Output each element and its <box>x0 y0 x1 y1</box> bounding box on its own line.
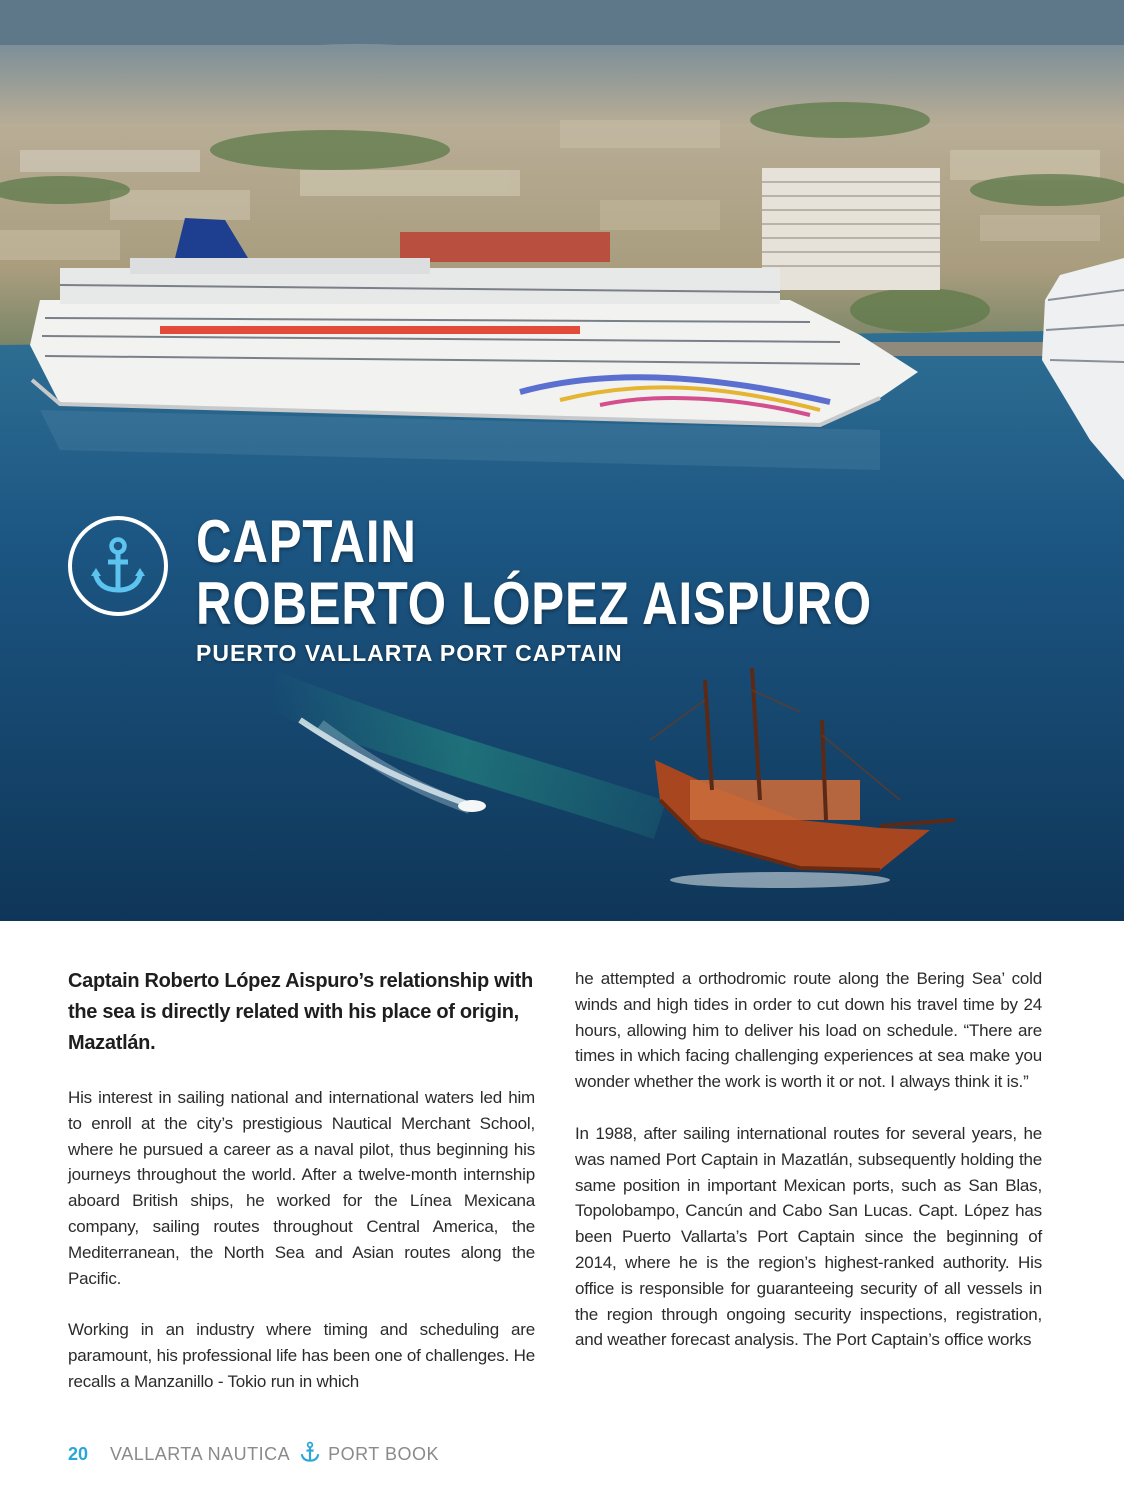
article-lede: Captain Roberto López Aispuro’s relationship with the sea is directly related with his place of origin, Mazatlán. <box>68 970 533 1054</box>
anchor-icon <box>90 536 146 596</box>
article-column-left <box>68 966 535 1421</box>
page-title-line-1: CAPTAIN <box>196 508 417 575</box>
page-title-line-2: ROBERTO LÓPEZ AISPURO <box>196 570 873 637</box>
article-paragraph: In 1988, after sailing international routes for several years, he was named Port Captain in Mazatlán, subsequently holding the same position in important Mexican ports, such as San Blas, Topolobampo, Cancún and Cabo San Lucas. Capt. López has been Puerto Vallarta’s Port Captain since the beginning of 2014, where he is the region’s highest-ranked authority. His office is responsible for guaranteeing security of all vessels in the region through ongoing security inspections, registration, and weather forecast analysis. The Port Captain’s office works <box>575 1123 1042 1350</box>
publication-name: VALLARTA NAUTICA <box>110 1443 291 1464</box>
anchor-badge <box>68 516 168 616</box>
terminal-roof <box>400 232 610 262</box>
anchor-icon <box>300 1441 320 1468</box>
article-column-right <box>575 966 1042 1379</box>
speedboat <box>458 800 486 812</box>
article-paragraph: Working in an industry where timing and scheduling are paramount, his professional life has been one of challenges. He recalls a Manzanillo - Tokio run in which <box>68 1320 535 1391</box>
section-name: PORT BOOK <box>328 1443 439 1464</box>
hotel-tower <box>762 168 940 290</box>
page-footer <box>68 1441 439 1467</box>
article-paragraph: His interest in sailing national and international waters led him to enroll at the city’s prestigious Nautical Merchant School, where he pursued a career as a naval pilot, thus beginning his journeys throughout the world. After a twelve-month internship aboard British ships, he worked for the Línea Mexicana company, sailing routes throughout Central America, the Mediterranean, the North Sea and Asian routes along the Pacific. <box>68 1088 535 1288</box>
page-number: 20 <box>68 1443 89 1464</box>
article-paragraph: he attempted a orthodromic route along the Bering Sea’ cold winds and high tides in order to cut down his travel time by 24 hours, allowing him to deliver his load on schedule. “There are times in which facing challenging experiences at sea make you wonder whether the work is worth it or not. I always think it is.” <box>575 969 1042 1092</box>
page-subtitle: PUERTO VALLARTA PORT CAPTAIN <box>196 640 623 666</box>
